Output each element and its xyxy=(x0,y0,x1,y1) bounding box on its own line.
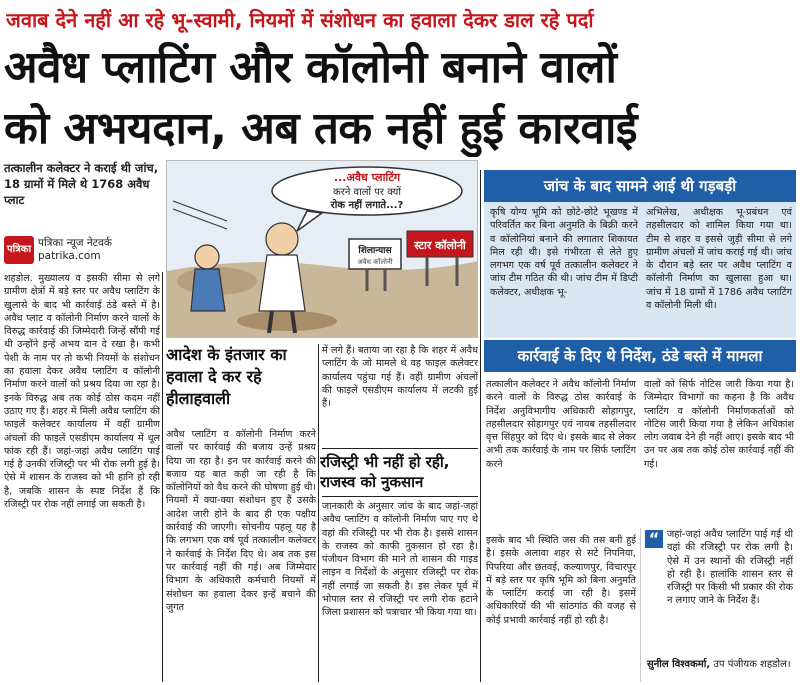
box1-title-band: जांच के बाद सामने आई थी गड़बड़ी xyxy=(484,170,796,202)
quote-signature xyxy=(647,658,795,671)
quote-name: सुनील विश्वकर्मा, xyxy=(647,659,711,670)
bubble-line-3: रोक नहीं लगाते...? xyxy=(330,200,404,211)
quote-block xyxy=(640,528,796,682)
subhead-rule-bottom xyxy=(322,496,478,497)
box2-text-right: वालों को सिर्फ नोटिस जारी किया गया है। जिम्मेदार विभागों का कहना है कि अवैध प्लाटिंग व कॉलोनी निर्माणकर्ताओं को नोटिस जारी किया गया है लेकिन अधिकांश लोग जवाब देने ही नहीं आए। इसके बाद भी उन पर अब तक कोई ठोस कार्रवाई नहीं की गई। xyxy=(644,379,794,470)
article-column-3-bottom: जानकारी के अनुसार जांच के बाद जहां-जहां अवैध प्लाटिंग व कॉलोनी निर्माण पाए गए थे वहां की रजिस्ट्री पर भी रोक है। इससे शासन के राजस्व को काफी नुकसान हो रहा है। पंजीयन विभाग की माने तो शासन की गाइड लाइन व निर्देशों के अनुसार रजिस्ट्री पर रोक नहीं लगाई जा सकती है। इस लेकर पूर्व में भोपाल स्तर से रजिस्ट्री पर लगी रोक हटाने जिला प्रशासन को पत्राचार भी किया गया था। xyxy=(322,501,478,619)
cartoon-illustration xyxy=(166,160,478,338)
cartoon-drawing xyxy=(167,161,478,338)
quote-title: उप पंजीयक शहडोल। xyxy=(713,659,791,670)
article-column-3-top: में लगे हैं। बताया जा रहा है कि शहर में अवैध प्लाटिंग के जो मामले थे वह फाइल कलेक्टर कार्यालय पहुंचा गई हैं। वहीं ग्रामीण अंचलों की फाइलें एसडीएम कार्यालय में लटकी हुई हैं। xyxy=(322,345,478,410)
box2-text-left: तत्कालीन कलेक्टर ने अवैध कॉलोनी निर्माण करने वालों के विरुद्ध ठोस कार्रवाई के निर्देश अनुविभागीय अधिकारी सोहागपुर, तहसीलदार सोहागपुर एवं नायब तहसीलदार वृत्त सिंहपुर को दिए थे। इसके बाद से लेकर अभी तक कार्रवाई के नाम पर सिर्फ प्लाटिंग करने xyxy=(486,379,636,470)
subhead-rule-top xyxy=(322,448,478,449)
column-divider-1 xyxy=(162,272,163,682)
byline-source: पत्रिका न्यूज नेटवर्क xyxy=(38,237,112,249)
column-divider-2 xyxy=(318,344,319,682)
sign-left-text: शिलान्यास xyxy=(358,246,392,256)
subhead-registry: रजिस्ट्री भी नहीं हो रही, राजस्व को नुकसान xyxy=(320,453,450,491)
sign-right-text: स्टार कॉलोनी xyxy=(414,239,466,252)
article-column-2: अवैध प्लाटिंग व कॉलोनी निर्माण करने वालों पर कार्रवाई की बजाय उन्हें प्रश्रय दिया जा रहा है। इन पर कार्रवाई करने की बजाय यह बात कही जा रही है कि कॉलोनियों को वैध करने की घोषणा हुई थी। नियमों में क्या-क्या संशोधन हुए हैं उसके आदेश जारी होने के बाद ही एक पक्षीय कार्रवाई की जाएगी। सोचनीय पहलू यह है कि लगभग एक वर्ष पूर्व तत्कालीन कलेक्टर ने कार्रवाई के निर्देश दिए थे। अब तक इस पर कार्रवाई नहीं की गई। अब जिम्मेदार विभाग के अधिकारी कर्मचारी नियमों में संशोधन का हवाला देकर इन्हें बचाने की जुगत xyxy=(166,429,316,613)
sign-left-subtext: अवैध कॉलोनी xyxy=(357,258,393,266)
box1-text-right: अभिलेख, अधीक्षक भू-प्रबंधन एवं तहसीलदार को शामिल किया गया था। टीम से शहर व इससे जुड़ी सीमा से लगे ग्रामीण अंचलों में जांच कराई गई थी। जांच के दौरान बड़े स्तर पर अवैध प्लाटिंग व कॉलोनी निर्माण का खुलासा हुआ था। जांच में 18 ग्रामों में 1786 अवैध प्लाटिंग व कॉलोनी मिली थी। xyxy=(646,207,792,312)
quote-text: जहां-जहां अवैध प्लाटिंग पाई गई थी वहां की रजिस्ट्री पर रोक लगी है। ऐसे में उन स्थानों की रजिस्ट्री नहीं हो रही है। हालांकि शासन स्तर से रजिस्ट्री पर किसी भी प्रकार की रोक न लगाए जाने के निर्देश हैं। xyxy=(667,529,793,607)
column-divider-3 xyxy=(480,170,481,682)
intro-blurb: तत्कालीन कलेक्टर ने कराई थी जांच, 18 ग्रामों में मिले थे 1768 अवैध प्लाट xyxy=(4,161,159,207)
bubble-line-2: करने वालों पर क्यों xyxy=(333,187,401,198)
box2-text-left-bottom: इसके बाद भी स्थिति जस की तस बनी हुई है। इसके अलावा शहर से सटे निपनिया, पिपरिया और छतवई, कल्याणपुर, विचारपुर में बड़े स्तर पर कृषि भूमि को बिना अनुमति के प्लाटिंग कराई जा रही है। इसमें अधिकारियों की भी सांठगांठ की वजह से कोई प्रभावी कार्रवाई नहीं हो रही है। xyxy=(486,535,636,626)
box1-text-left: कृषि योग्य भूमि को छोटे-छोटे भूखण्ड में परिवर्तित कर बिना अनुमति के बिक्री करने व कॉलोनियां बनाने की लगातार शिकायत मिल रही थी। इसे गंभीरता से लेते हुए लगभग एक वर्ष पूर्व तत्कालीन कलेक्टर ने जांच टीम गठित की थी। जांच टीम में डिप्टी कलेक्टर, अधीक्षक भू- xyxy=(490,207,638,298)
patrika-logo: पत्रिका xyxy=(4,236,34,264)
quote-mark-icon: “ xyxy=(645,530,663,548)
byline xyxy=(4,236,164,266)
article-column-1: शहडोल. मुख्यालय व इसकी सीमा से लगे ग्रामीण क्षेत्रों में बड़े स्तर पर अवैध प्लाटिंग के खुलासे के बाद भी कार्रवाई ठंडे बस्ते में है। अवैध प्लाट व कॉलोनी निर्माण करने वालों के विरुद्ध कार्रवाई की जिम्मेदारी जिन्हें सौंपी गई थी उन्होंने इन्हें अभय दान दे रखा है। कभी पेशी के नाम पर तो कभी नियमों के संशोधन का हवाला देकर अवैध प्लाटिंग व कॉलोनी निर्माण करने वालों को प्रश्रय दिया जा रहा है। इनके विरुद्ध अब तक कोई ठोस कदम नहीं उठाए गए हैं। शहर में मिली अवैध प्लाटिंग की फाइलें कलेक्टर कार्यालय में वहीं ग्रामीण अंचलों की फाइलें एसडीएम कार्यालय में धूल फांक रही हैं। जहां-जहां अवैध प्लाटिंग पाई गई है उनकी रजिस्ट्री पर भी रोक लगी हुई है। ऐसे में शासन के राजस्व को भी हानि हो रही है, जबकि शासन के स्पष्ट निर्देश हैं कि रजिस्ट्री पर रोक नहीं लगाई जा सकती है। xyxy=(4,273,160,511)
byline-site-link[interactable]: patrika.com xyxy=(38,250,101,262)
main-headline-line-2: को अभयदान, अब तक नहीं हुई कारवाई xyxy=(4,103,637,154)
main-headline-line-1: अवैध प्लाटिंग और कॉलोनी बनाने वालों xyxy=(4,42,617,93)
subhead-adesh: आदेश के इंतजार का हवाला दे कर रहे हीलाहवाली xyxy=(166,345,287,408)
box2-title-band: कार्रवाई के दिए थे निर्देश, ठंडे बस्ते में मामला xyxy=(484,340,796,372)
bubble-line-1: ...अवैध प्लाटिंग xyxy=(333,171,401,184)
kicker-headline: जवाब देने नहीं आ रहे भू-स्वामी, नियमों में संशोधन का हवाला देकर डाल रहे पर्दा xyxy=(6,8,594,32)
